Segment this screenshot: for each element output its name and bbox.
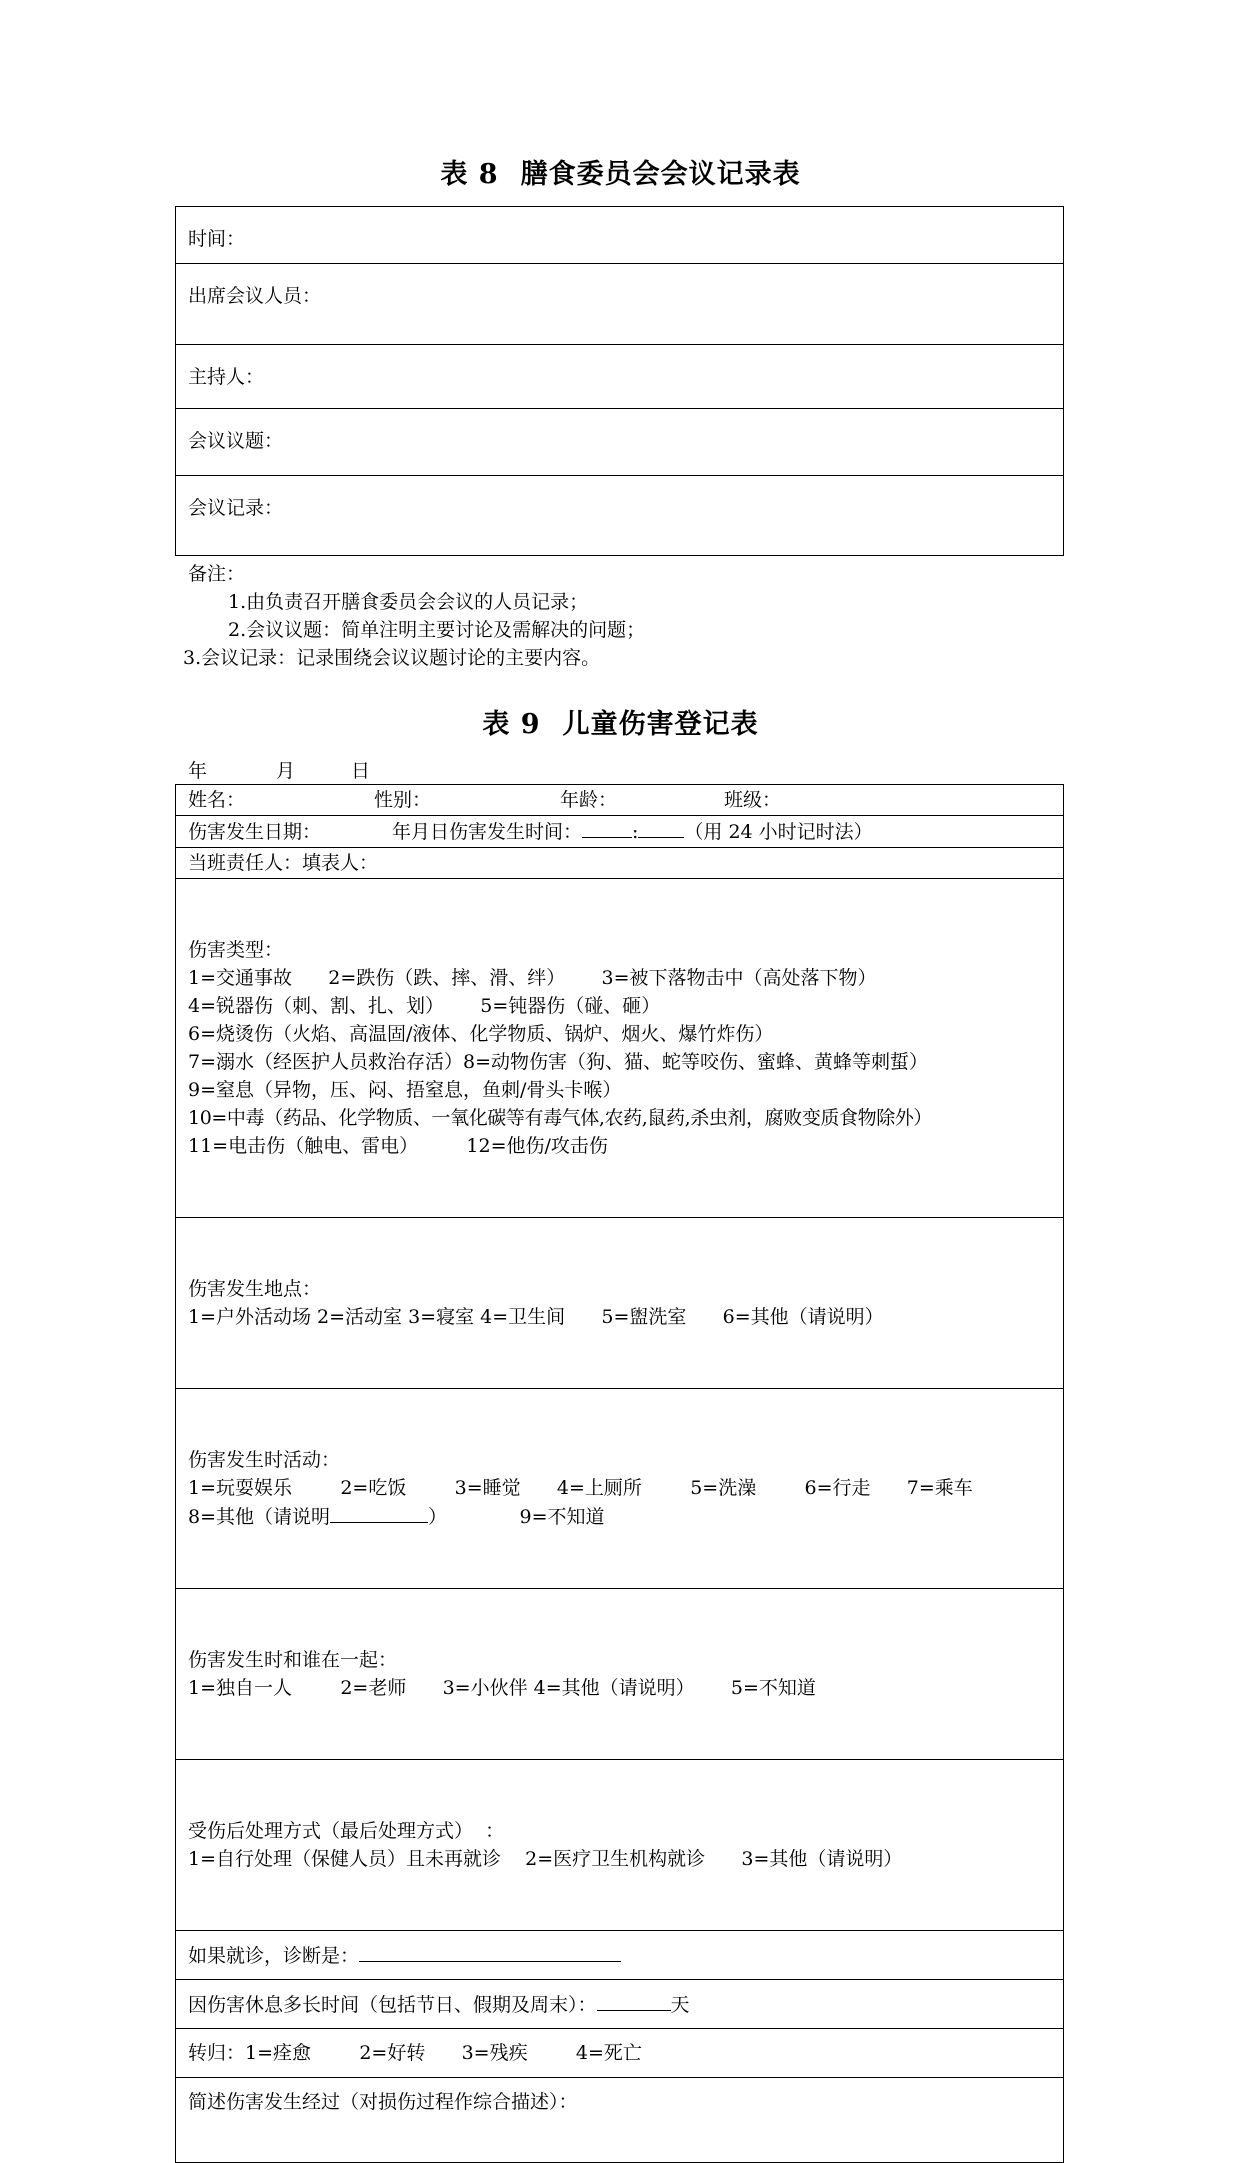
diagnosis-label: 如果就诊，诊断是： [188,1945,360,1967]
rest-days-unit: 天 [670,1994,690,2016]
record-date [188,756,370,783]
hour-blank[interactable] [582,817,632,838]
injury-activity-unknown: ） 9=不知道 [428,1506,605,1528]
treatment-options: 1=自行处理（保健人员）且未再就诊 2=医疗卫生机构就诊 3=其他（请说明） [188,1848,903,1870]
host-field[interactable] [176,345,1064,409]
injury-type-row[interactable] [176,879,1064,1218]
table9-title-text: 儿童伤害登记表 [562,709,759,740]
injury-date-label: 伤害发生日期： [188,821,322,843]
class-label: 班级： [724,789,782,811]
treatment-row[interactable] [176,1760,1064,1931]
injury-description-row[interactable] [176,2078,1064,2163]
table8-title [0,152,1241,191]
diagnosis-row[interactable] [176,1931,1064,1980]
companion-heading: 伤害发生时和谁在一起： [188,1649,398,1671]
table8-title-number: 表 8 [440,159,499,190]
injury-activity-row[interactable] [176,1389,1064,1589]
time-format-note: （用 24 小时记时法） [684,821,873,843]
injury-type-option: 1=交通事故 2=跌伤（跌、摔、滑、绊） 3=被下落物击中（高处落下物） [188,967,877,989]
injury-type-option: 10=中毒（药品、化学物质、一氧化碳等有毒气体,农药,鼠药,杀虫剂，腐败变质食物除外） [188,1107,933,1129]
injury-location-heading: 伤害发生地点： [188,1278,322,1300]
attendees-label: 出席会议人员： [188,285,322,307]
injury-activity-heading: 伤害发生时活动： [188,1449,341,1471]
outcome-row[interactable] [176,2029,1064,2078]
child-injury-table [175,784,1064,2163]
injury-type-option: 9=窒息（异物，压、闷、捂窒息，鱼刺/骨头卡喉） [188,1079,622,1101]
responsible-person-label: 当班责任人：填表人： [188,852,379,874]
outcome-options: 转归：1=痊愈 2=好转 3=残疾 4=死亡 [188,2042,642,2064]
age-label: 年龄： [560,789,618,811]
treatment-heading: 受伤后处理方式（最后处理方式） ： [188,1820,505,1842]
table9-title [0,702,1241,741]
attendees-field[interactable] [176,264,1064,345]
table9-title-number: 表 9 [482,709,541,740]
companion-row[interactable] [176,1589,1064,1760]
meeting-time-label: 时间： [188,228,246,250]
meeting-topic-field[interactable] [176,409,1064,476]
basic-info-row[interactable] [176,785,1064,816]
remark-item: 2.会议议题：简单注明主要讨论及需解决的问题； [228,619,646,641]
gender-label: 性别： [374,789,432,811]
meeting-record-table [175,206,1064,556]
rest-duration-row[interactable] [176,1980,1064,2029]
remark-item: 3.会议记录：记录围绕会议议题讨论的主要内容。 [183,647,601,669]
rest-days-blank[interactable] [597,1990,671,2011]
remarks [183,560,646,672]
injury-type-option: 4=锐器伤（刺、割、扎、划） 5=钝器伤（碰、砸） [188,995,661,1017]
meeting-time-field[interactable] [176,207,1064,264]
injury-type-option: 7=溺水（经医护人员救治存活）8=动物伤害（狗、猫、蛇等咬伤、蜜蜂、黄蜂等刺蜇） [188,1051,929,1073]
date-year-label: 年 [188,760,208,782]
meeting-topic-label: 会议议题： [188,430,284,452]
remarks-heading: 备注： [188,563,246,585]
remark-item: 1.由负责召开膳食委员会会议的人员记录； [228,591,589,613]
rest-duration-label: 因伤害休息多长时间（包括节日、假期及周末）： [188,1994,597,2016]
injury-type-option: 11=电击伤（触电、雷电） 12=他伤/攻击伤 [188,1135,608,1157]
time-colon: : [632,821,639,843]
diagnosis-blank[interactable] [359,1941,621,1962]
injury-time-label: 年月日伤害发生时间： [392,821,583,843]
injury-location-row[interactable] [176,1218,1064,1389]
name-label: 姓名： [188,789,246,811]
date-month-label: 月 [276,760,296,782]
responsible-person-row[interactable] [176,848,1064,879]
injury-activity-options: 1=玩耍娱乐 2=吃饭 3=睡觉 4=上厕所 5=洗澡 6=行走 7=乘车 [188,1477,973,1499]
companion-options: 1=独自一人 2=老师 3=小伙伴 4=其他（请说明） 5=不知道 [188,1677,816,1699]
date-day-label: 日 [351,760,371,782]
host-label: 主持人： [188,366,265,388]
activity-other-blank[interactable] [330,1502,428,1523]
meeting-minutes-label: 会议记录： [188,497,284,519]
injury-time-row[interactable] [176,816,1064,848]
injury-location-options: 1=户外活动场 2=活动室 3=寝室 4=卫生间 5=盥洗室 6=其他（请说明） [188,1306,884,1328]
minute-blank[interactable] [638,817,684,838]
injury-type-option: 6=烧烫伤（火焰、高温固/液体、化学物质、锅炉、烟火、爆竹炸伤） [188,1023,774,1045]
injury-type-heading: 伤害类型： [188,939,284,961]
injury-description-label: 简述伤害发生经过（对损伤过程作综合描述）： [188,2091,578,2113]
table8-title-text: 膳食委员会会议记录表 [520,159,801,190]
meeting-minutes-field[interactable] [176,476,1064,556]
injury-activity-other: 8=其他（请说明 [188,1506,331,1528]
